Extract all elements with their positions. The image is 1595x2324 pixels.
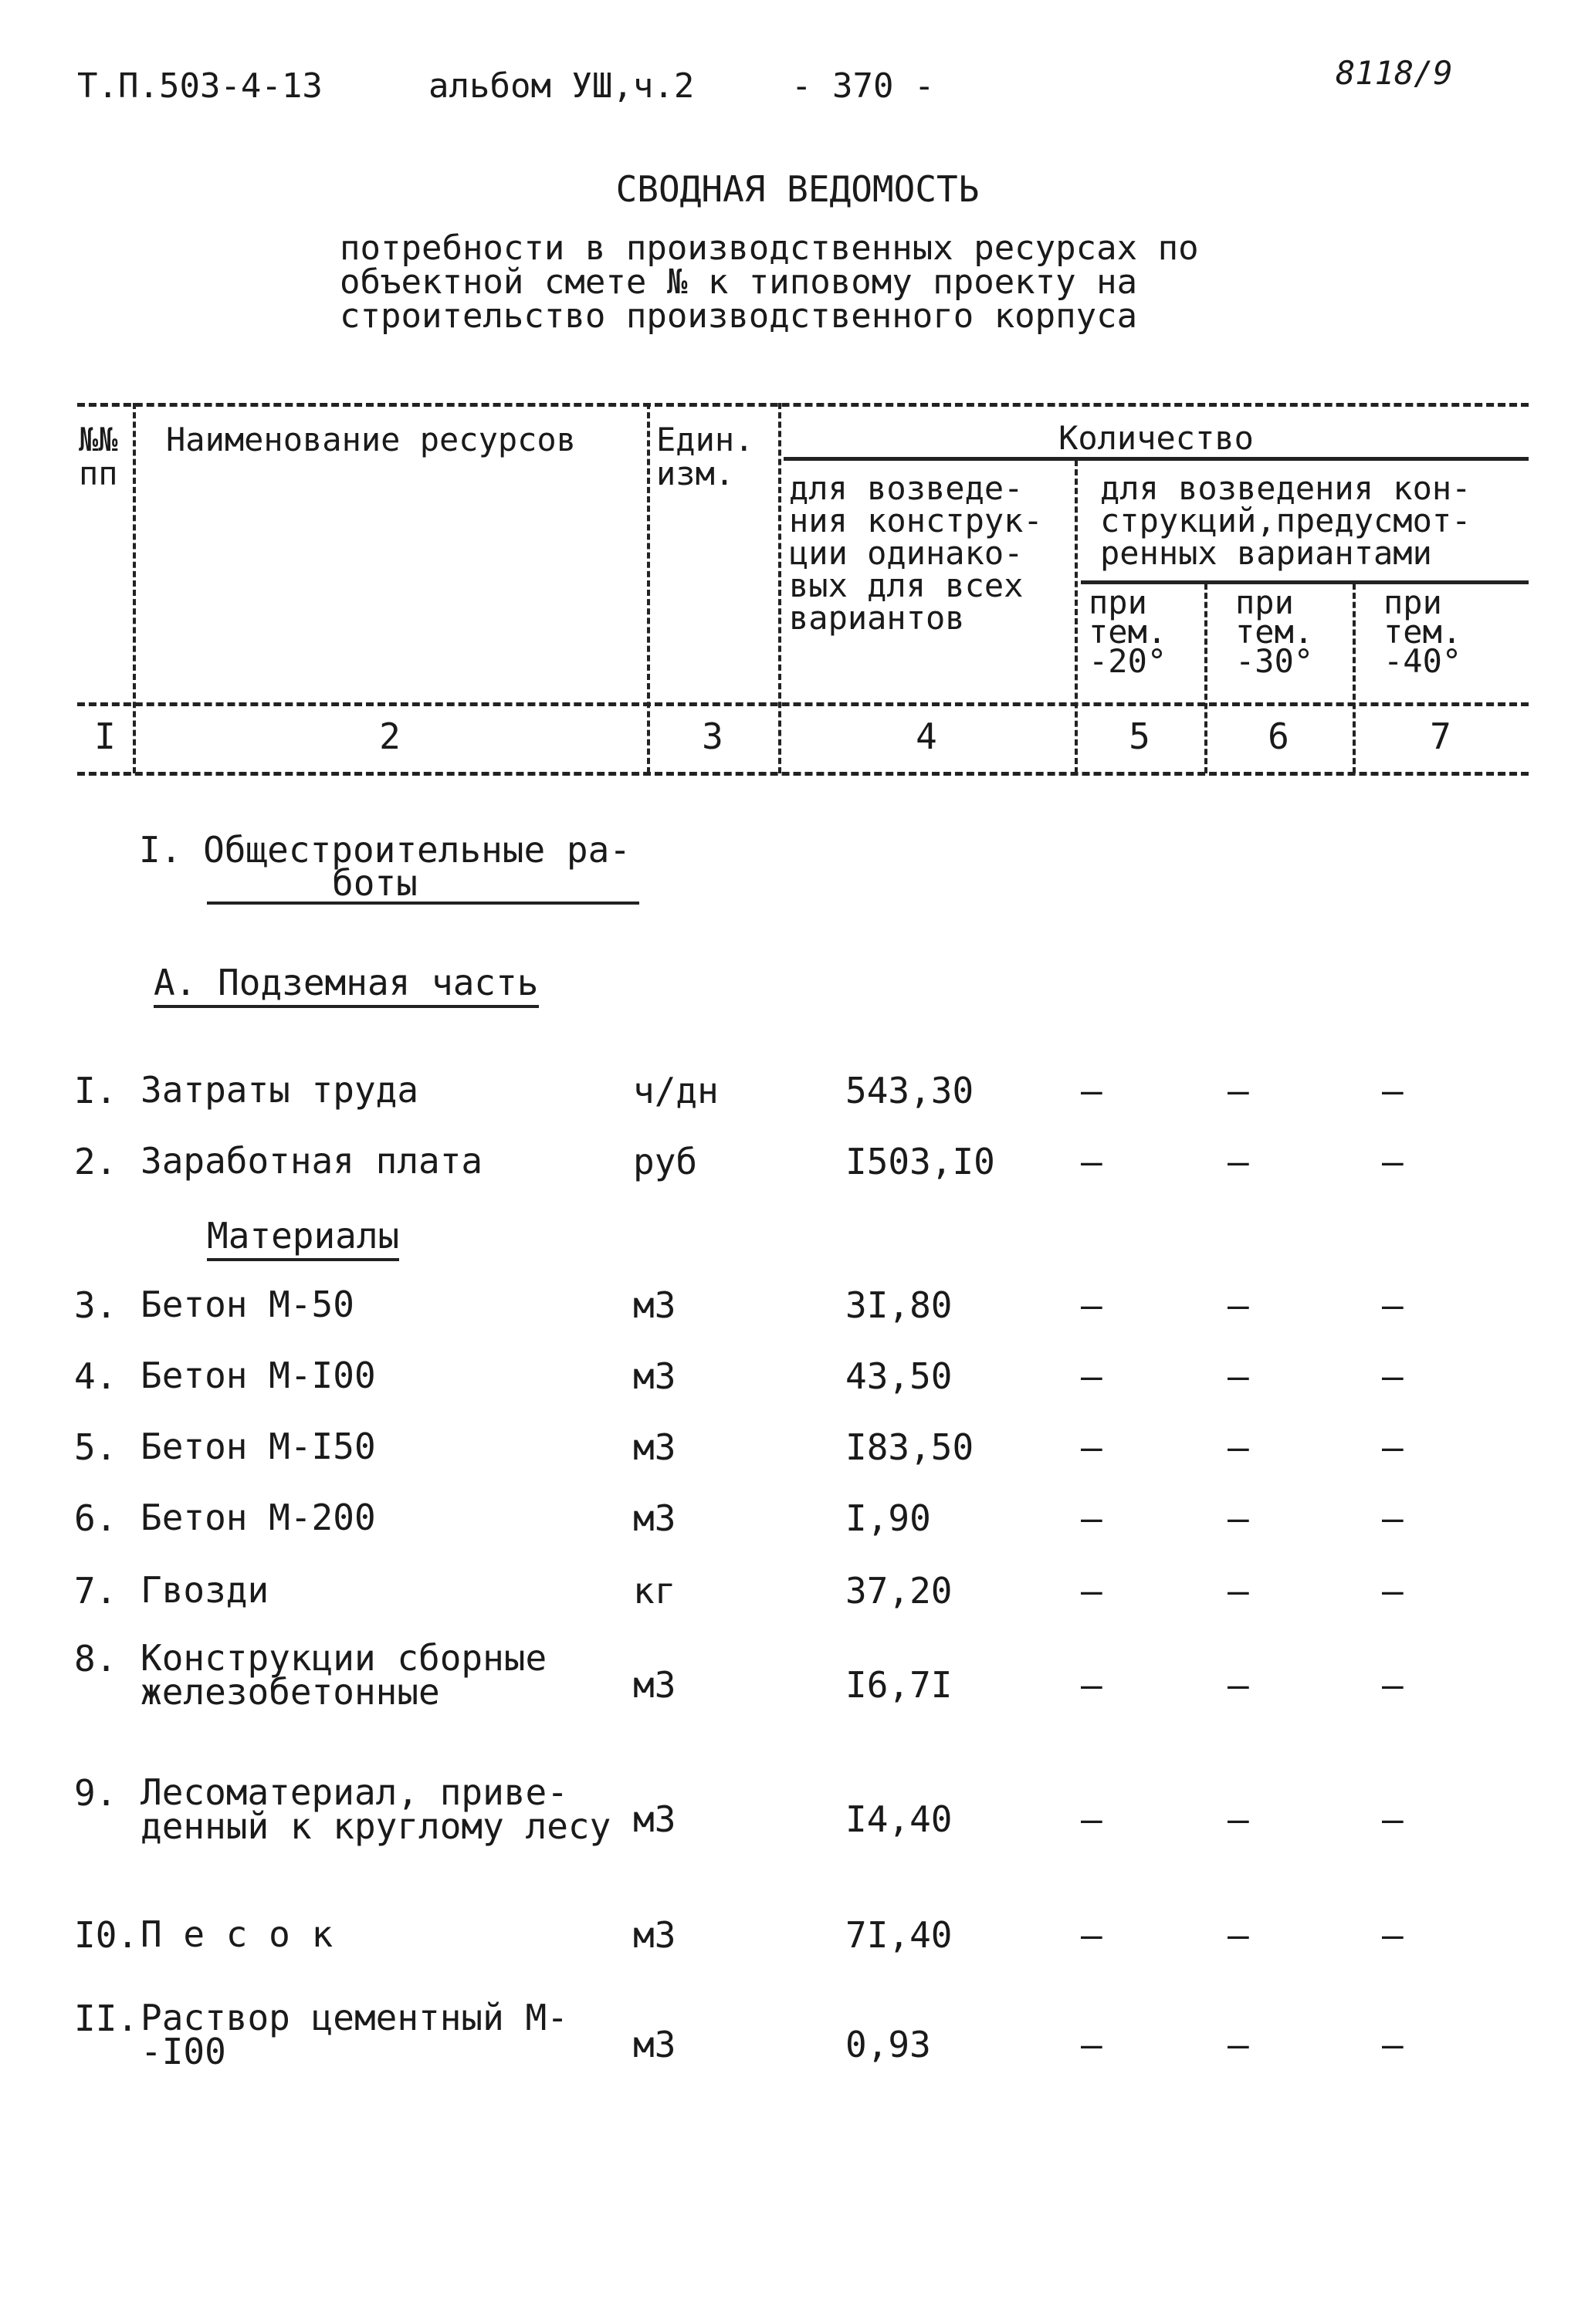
row-col6: – <box>1228 1070 1249 1111</box>
row-col7: – <box>1382 1664 1404 1706</box>
row-number: 2. <box>74 1141 117 1182</box>
row-quantity: 0,93 <box>845 2024 931 2065</box>
col-num-3: 3 <box>702 715 723 757</box>
row-col6: – <box>1228 1914 1249 1956</box>
col-num-7: 7 <box>1430 715 1451 757</box>
row-resource-name <box>141 1997 568 2072</box>
col-num-2: 2 <box>379 715 401 757</box>
col6-line-3: -30° <box>1235 642 1314 680</box>
row-quantity: 37,20 <box>845 1570 953 1612</box>
row-number: 3. <box>74 1284 117 1326</box>
col4-line-5: вариантов <box>789 599 965 637</box>
col4-line-1: для возведе- <box>789 469 1024 507</box>
row-col7: – <box>1382 1070 1404 1111</box>
col-common-header <box>789 469 1043 637</box>
row-resource-name <box>141 1426 376 1467</box>
subtitle-line-3: строительство производственного корпуса <box>340 296 1138 336</box>
row-col7: – <box>1382 2024 1404 2065</box>
row-resource-name <box>141 1913 334 1955</box>
col-unit-header <box>656 423 753 491</box>
col7-line-3: -40° <box>1383 642 1462 680</box>
section-heading-line-1: I. Общестроительные ра- <box>139 829 631 871</box>
row-resource-name-line: Бетон М-200 <box>141 1497 376 1538</box>
row-resource-name-line: денный к круглому лесу <box>141 1805 611 1847</box>
col-unit-header-line-2: изм. <box>656 455 735 492</box>
section-heading-line-2-wrap <box>139 862 631 904</box>
col4-line-4: вых для всех <box>789 567 1024 604</box>
page-title: СВОДНАЯ ВЕДОМОСТЬ <box>615 168 980 210</box>
col5-header <box>1089 584 1167 680</box>
row-col5: – <box>1081 1914 1102 1956</box>
row-resource-name <box>141 1355 376 1396</box>
row-col6: – <box>1228 1355 1249 1397</box>
col4-line-2: ния конструк- <box>789 502 1043 540</box>
row-unit: м3 <box>633 2024 676 2065</box>
table-header-rule <box>77 702 1529 706</box>
row-quantity: 7I,40 <box>845 1914 953 1956</box>
col6-line-2: тем. <box>1235 613 1314 651</box>
col5-line-3: -20° <box>1089 642 1167 680</box>
row-col5: – <box>1081 1798 1102 1840</box>
section-underline <box>207 902 639 905</box>
subtitle-line-1: потребности в производственных ресурсах по <box>340 228 1199 268</box>
row-col5: – <box>1081 1141 1102 1182</box>
col-number-header <box>79 423 118 491</box>
row-col7: – <box>1382 1355 1404 1397</box>
subsection-heading <box>143 962 539 1003</box>
row-resource-name <box>141 1497 376 1538</box>
row-quantity: I4,40 <box>845 1798 953 1840</box>
row-col7: – <box>1382 1570 1404 1612</box>
col-unit-header-line-1: Един. <box>656 421 754 458</box>
row-resource-name <box>141 1069 419 1111</box>
row-number: 7. <box>74 1570 117 1612</box>
materials-label-text: Материалы <box>207 1215 399 1261</box>
row-number: II. <box>74 1998 139 2039</box>
row-col6: – <box>1228 1426 1249 1468</box>
section-heading <box>139 829 631 904</box>
row-resource-name <box>141 1637 547 1713</box>
quantity-rule <box>784 457 1529 461</box>
row-col5: – <box>1081 1284 1102 1326</box>
variants-rule <box>1081 580 1529 584</box>
row-quantity: 43,50 <box>845 1355 953 1397</box>
row-unit: кг <box>633 1570 676 1612</box>
row-resource-name-line: Конструкции сборные <box>141 1637 547 1679</box>
row-number: 8. <box>74 1638 117 1680</box>
row-number: 4. <box>74 1355 117 1397</box>
col-num-1: I <box>94 715 116 757</box>
row-col6: – <box>1228 1664 1249 1706</box>
col-sep-1 <box>133 403 136 773</box>
row-resource-name-line: Бетон М-I50 <box>141 1426 376 1467</box>
variants-line-3: ренных вариантами <box>1100 534 1432 572</box>
album-label: альбом УШ,ч.2 <box>428 66 695 106</box>
col-num-6: 6 <box>1268 715 1289 757</box>
section-heading-line-2: боты <box>332 862 418 904</box>
col-num-5: 5 <box>1129 715 1150 757</box>
row-col7: – <box>1382 1914 1404 1956</box>
row-quantity: I503,I0 <box>845 1141 995 1182</box>
row-resource-name-line: Бетон М-50 <box>141 1284 354 1325</box>
archive-stamp: 8118/9 <box>1336 54 1453 92</box>
row-resource-name-line: Заработная плата <box>141 1140 483 1182</box>
row-quantity: 3I,80 <box>845 1284 953 1326</box>
page-number: - 370 - <box>791 66 935 106</box>
col-number-header-line-1: №№ <box>79 421 118 458</box>
row-resource-name-line: П е с о к <box>141 1913 334 1955</box>
row-col5: – <box>1081 1497 1102 1539</box>
row-resource-name-line: -I00 <box>141 2031 226 2072</box>
row-unit: м3 <box>633 1914 676 1956</box>
col7-header <box>1383 584 1462 680</box>
col5-line-2: тем. <box>1089 613 1167 651</box>
row-quantity: I83,50 <box>845 1426 974 1468</box>
row-col6: – <box>1228 1798 1249 1840</box>
row-col5: – <box>1081 1664 1102 1706</box>
row-number: 6. <box>74 1497 117 1539</box>
row-resource-name <box>141 1284 354 1325</box>
row-col6: – <box>1228 2024 1249 2065</box>
variants-line-2: струкций,предусмот- <box>1100 502 1471 540</box>
col7-line-1: при <box>1383 584 1442 621</box>
col-sep-2 <box>647 403 650 773</box>
row-col5: – <box>1081 1426 1102 1468</box>
row-unit: м3 <box>633 1664 676 1706</box>
row-quantity: I,90 <box>845 1497 931 1539</box>
row-resource-name-line: Затраты труда <box>141 1069 419 1111</box>
col-num-4: 4 <box>916 715 937 757</box>
row-col5: – <box>1081 1070 1102 1111</box>
row-number: 9. <box>74 1772 117 1814</box>
row-col5: – <box>1081 1355 1102 1397</box>
variants-line-1: для возведения кон- <box>1100 469 1471 507</box>
subtitle-line-2: объектной смете № к типовому проекту на <box>340 262 1138 302</box>
col5-line-1: при <box>1089 584 1147 621</box>
row-resource-name <box>141 1569 269 1611</box>
row-col7: – <box>1382 1426 1404 1468</box>
row-unit: м3 <box>633 1426 676 1468</box>
col-sep-3 <box>778 403 781 773</box>
table-top-rule <box>77 403 1529 407</box>
row-number: I0. <box>74 1914 139 1956</box>
subsection-title: А. Подземная часть <box>154 962 539 1008</box>
row-resource-name <box>141 1771 611 1847</box>
row-unit: ч/дн <box>633 1070 719 1111</box>
row-col7: – <box>1382 1141 1404 1182</box>
table-numbers-rule <box>77 772 1529 776</box>
col6-header <box>1235 584 1314 680</box>
row-quantity: 543,30 <box>845 1070 974 1111</box>
col-number-header-line-2: пп <box>79 455 118 492</box>
row-resource-name-line: железобетонные <box>141 1671 440 1713</box>
row-unit: м3 <box>633 1798 676 1840</box>
row-col7: – <box>1382 1798 1404 1840</box>
row-resource-name-line: Раствор цементный М- <box>141 1997 568 2038</box>
col6-line-1: при <box>1235 584 1294 621</box>
row-resource-name-line: Гвозди <box>141 1569 269 1611</box>
row-unit: м3 <box>633 1497 676 1539</box>
col7-line-2: тем. <box>1383 613 1462 651</box>
row-col7: – <box>1382 1284 1404 1326</box>
col4-line-3: ции одинако- <box>789 534 1024 572</box>
row-unit: руб <box>633 1141 698 1182</box>
row-resource-name <box>141 1140 483 1182</box>
row-unit: м3 <box>633 1355 676 1397</box>
row-quantity: I6,7I <box>845 1664 953 1706</box>
row-number: I. <box>74 1070 117 1111</box>
row-resource-name-line: Бетон М-I00 <box>141 1355 376 1396</box>
row-col7: – <box>1382 1497 1404 1539</box>
row-col5: – <box>1081 1570 1102 1612</box>
row-col6: – <box>1228 1570 1249 1612</box>
row-col6: – <box>1228 1141 1249 1182</box>
row-unit: м3 <box>633 1284 676 1326</box>
row-col6: – <box>1228 1284 1249 1326</box>
row-col6: – <box>1228 1497 1249 1539</box>
row-number: 5. <box>74 1426 117 1468</box>
row-col5: – <box>1081 2024 1102 2065</box>
materials-label <box>207 1215 400 1257</box>
quantity-header: Количество <box>1058 419 1254 457</box>
variants-header <box>1100 469 1471 572</box>
row-resource-name-line: Лесоматериал, приве- <box>141 1771 568 1813</box>
document-code: Т.П.503-4-13 <box>77 66 323 106</box>
col-resource-header: Наименование ресурсов <box>166 421 577 458</box>
